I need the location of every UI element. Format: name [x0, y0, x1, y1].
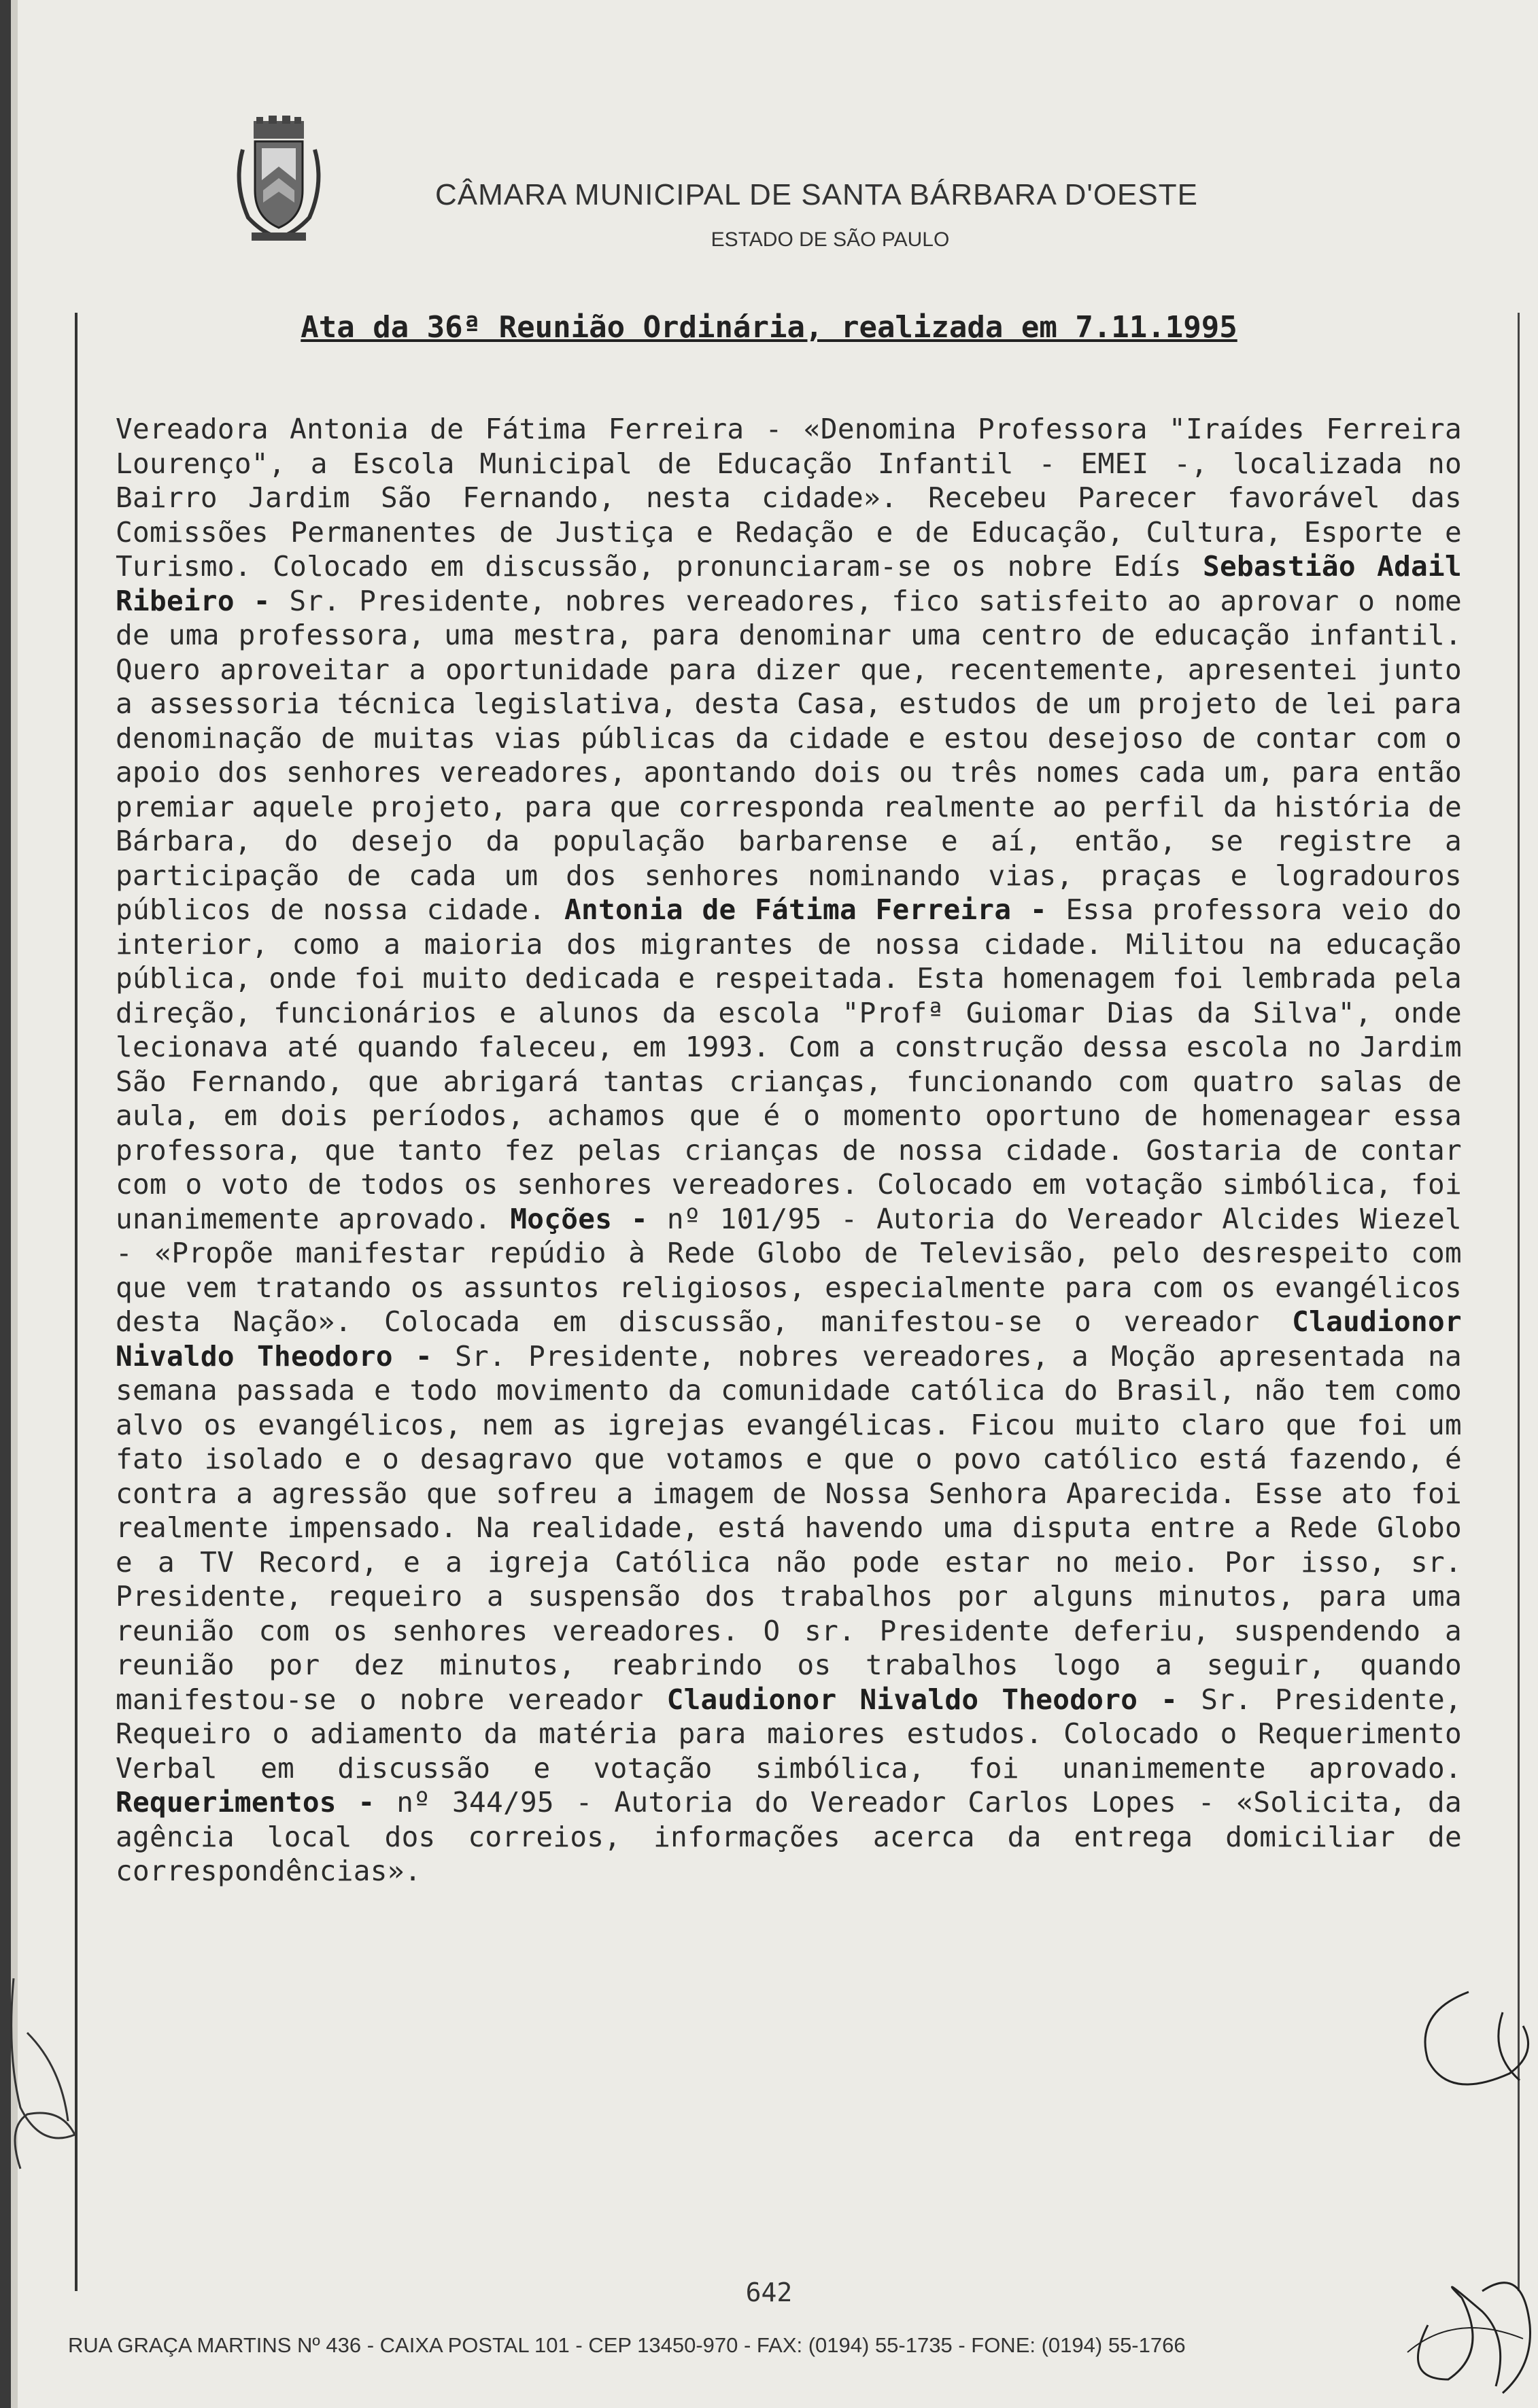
margin-handwriting: [0, 1972, 88, 2175]
body-segment: Sr. Presidente, nobres vereadores, fico satisfeito ao aprovar o nome de uma professora, uma mestra, para denominar uma centro de educação infantil. Quero aproveitar a oportunidade para dizer que, recentemente, apresentei junto a assessoria técnica legislativa, desta Casa, estudos de um projeto de lei para denominação de muitas vias públicas da cidade e estou desejoso de contar com o apoio dos senhores vereadores, apontando dois ou três nomes cada um, para então premiar aquele projeto, para que corresponda realmente ao perfil da história de Bárbara, do desejo da população barbarense e aí, então, se registre a participação de cada um dos senhores nominando vias, praças e logradouros públicos de nossa cidade.: [116, 584, 1462, 926]
page-number: 642: [745, 2277, 793, 2307]
speaker-name: Claudionor Nivaldo Theodoro -: [666, 1683, 1178, 1716]
chamber-name: CÂMARA MUNICIPAL DE SANTA BÁRBARA D'OESTE: [435, 178, 1198, 211]
speaker-name: Antonia de Fátima Ferreira -: [564, 893, 1047, 926]
speaker-name: Claudionor Nivaldo Theodoro -: [116, 1305, 1462, 1373]
minutes-title: Ata da 36ª Reunião Ordinária, realizada em 7.11.1995: [301, 310, 1237, 345]
letterhead: [0, 0, 1538, 286]
handwritten-signature: [1387, 1972, 1538, 2408]
body-segment: Essa professora veio do interior, como a maioria dos migrantes de nossa cidade. Militou na educação pública, onde foi muito dedicada e respeitada. Esta homenagem foi lembrada pela direção, funcionários e alunos da escola "Profª Guiomar Dias da Silva", onde lecionava até quando faleceu, em 1993. Com a construção dessa escola no Jardim São Fernando, que abrigará tantas crianças, funcionando com quatro salas de aula, em dois períodos, achamos que é o momento oportuno de homenagear essa professora, que tanto fez pelas crianças de nossa cidade. Gostaria de contar com o voto de todos os senhores vereadores. Colocado em votação simbólica, foi unanimemente aprovado.: [116, 893, 1462, 1235]
speaker-name: Sebastião Adail Ribeiro -: [116, 550, 1463, 617]
section-heading: Requerimentos -: [116, 1786, 375, 1819]
body-segment: nº 344/95 - Autoria do Vereador Carlos Lopes - «Solicita, da agência local dos correios, informações acerca da entrega domiciliar de correspondências».: [116, 1786, 1462, 1887]
section-heading: Moções -: [510, 1202, 649, 1235]
body-segment: Vereadora Antonia de Fátima Ferreira - «Denomina Professora "Iraídes Ferreira Lourenço", a Escola Municipal de Educação Infantil - EMEI -, localizada no Bairro Jardim São Fernando, nesta cidade». Recebeu Parecer favorável das Comissões Permanentes de Justiça e Redação e de Educação, Cultura, Esporte e Turismo. Colocado em discussão, pronunciaram-se os nobre Edís: [116, 413, 1462, 583]
minutes-body: [116, 412, 1462, 1889]
state-name: ESTADO DE SÃO PAULO: [711, 228, 950, 251]
body-segment: Sr. Presidente, nobres vereadores, a Moção apresentada na semana passada e todo movimento da comunidade católica do Brasil, não tem como alvo os evangélicos, nem as igrejas evangélicas. Ficou muito claro que foi um fato isolado e o desagravo que votamos e que o povo católico está fazendo, é contra a agressão que sofreu a imagem de Nossa Senhora Aparecida. Esse ato foi realmente impensado. Na realidade, está havendo uma disputa entre a Rede Globo e a TV Record, e a igreja Católica não pode estar no meio. Por isso, sr. Presidente, requeiro a suspensão dos trabalhos por alguns minutos, para uma reunião com os senhores vereadores. O sr. Presidente deferiu, suspendendo a reunião por dez minutos, reabrindo os trabalhos logo a seguir, quando manifestou-se o nobre vereador: [116, 1339, 1463, 1716]
body-segment: nº 101/95 - Autoria do Vereador Alcides Wiezel - «Propõe manifestar repúdio à Rede Globo de Televisão, pelo desrespeito com que vem tratando os assuntos religiosos, especialmente para com os evangélicos desta Nação». Colocada em discussão, manifestou-se o vereador: [116, 1202, 1462, 1338]
body-segment: Sr. Presidente, Requeiro o adiamento da matéria para maiores estudos. Colocado o Requerimento Verbal em discussão e votação simbólica, foi unanimemente aprovado.: [116, 1683, 1462, 1785]
footer-address: RUA GRAÇA MARTINS Nº 436 - CAIXA POSTAL 101 - CEP 13450-970 - FAX: (0194) 55-1735 - FONE: (0194) 55-1766: [68, 2333, 1186, 2357]
